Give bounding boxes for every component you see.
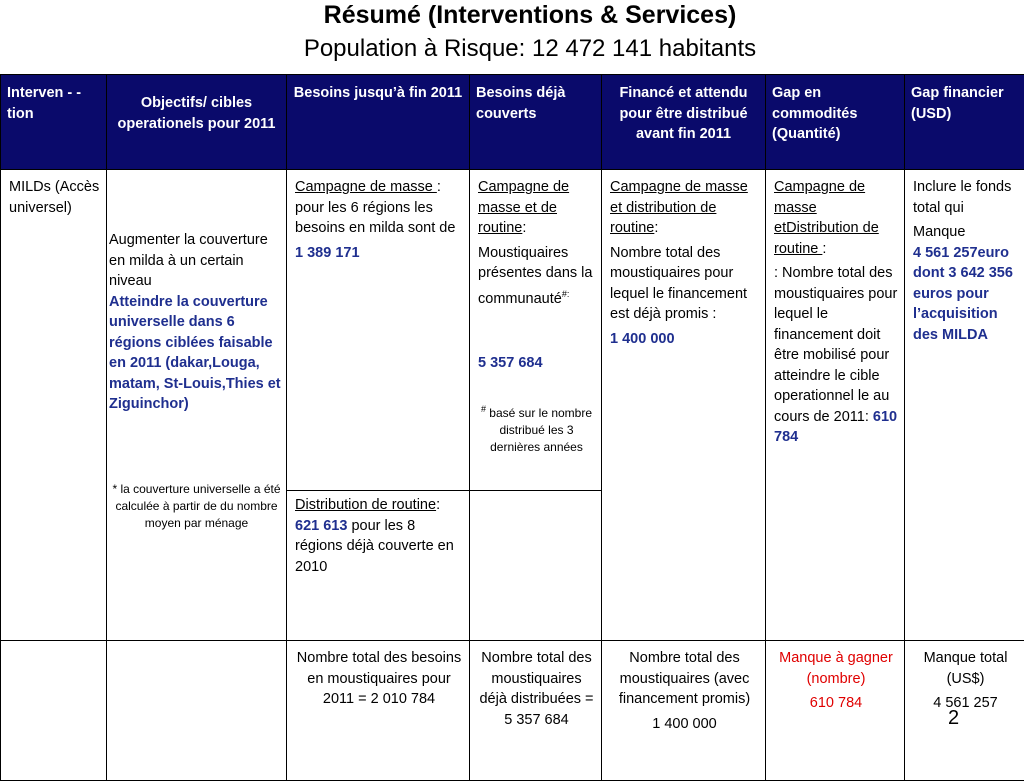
header-finance: Financé et attendu pour être distribué avant fin 2011 bbox=[602, 75, 766, 170]
summary-table bbox=[0, 74, 1024, 781]
cell-total-gap-quantite: Manque à gagner (nombre) 610 784 bbox=[766, 641, 905, 781]
header-row bbox=[1, 75, 1024, 170]
cell-distribution-routine: Distribution de routine: 621 613 pour les 8 régions déjà couverte en 2010 bbox=[287, 491, 470, 641]
header-intervention: Interven - - tion bbox=[1, 75, 107, 170]
page-number: 2 bbox=[948, 707, 959, 730]
cell-besoins: Campagne de masse : pour les 6 régions les besoins en milda sont de 1 389 171 bbox=[287, 170, 470, 491]
cell-empty bbox=[107, 641, 287, 781]
header-couverts: Besoins déjà couverts bbox=[470, 75, 602, 170]
cell-intervention: MILDs (Accès universel) bbox=[1, 170, 107, 641]
cell-gap-quantite: Campagne de masse etDistribution de routine : : Nombre total des moustiquaires pour lequel le financement doit être mobilisé pour atteindre le cible operationnel le au cours de 2011: 610 784 bbox=[766, 170, 905, 641]
couverts-note: # basé sur le nombre distribué les 3 dernières années bbox=[478, 401, 595, 456]
page-title: Résumé (Interventions & Services) bbox=[0, 1, 1024, 30]
cell-gap-financier: Inclure le fonds total qui Manque 4 561 257euro dont 3 642 356 euros pour l’acquisition des MILDA bbox=[905, 170, 1024, 641]
cell-total-finance: Nombre total des moustiquaires (avec financement promis) 1 400 000 bbox=[602, 641, 766, 781]
cell-total-besoins: Nombre total des besoins en moustiquaires pour 2011 = 2 010 784 bbox=[287, 641, 470, 781]
cell-objectifs: Augmenter la couverture en milda à un certain niveau Atteindre la couverture universelle dans 6 régions ciblées faisable en 2011 (dakar,Louga, matam, St-Louis,Thies et Ziguinchor) * la couverture universelle a été calculée à partir de du nombre moyen par ménage bbox=[107, 170, 287, 641]
table-row bbox=[1, 170, 1024, 491]
header-objectifs: Objectifs/ cibles operationels pour 2011 bbox=[107, 75, 287, 170]
table-row bbox=[1, 641, 1024, 781]
cell-empty bbox=[470, 491, 602, 641]
page-subtitle: Population à Risque: 12 472 141 habitants bbox=[0, 35, 1024, 63]
cell-empty bbox=[1, 641, 107, 781]
header-besoins: Besoins jusqu’à fin 2011 bbox=[287, 75, 470, 170]
header-gap-financier: Gap financier (USD) bbox=[905, 75, 1024, 170]
objectif-note: * la couverture universelle a été calculée à partir de du nombre moyen par ménage bbox=[109, 481, 284, 532]
cell-total-gap-financier: Manque total (US$) 4 561 257 bbox=[905, 641, 1024, 781]
cell-total-couverts: Nombre total des moustiquaires déjà distribuées = 5 357 684 bbox=[470, 641, 602, 781]
cell-couverts: Campagne de masse et de routine: Moustiquaires présentes dans la communauté#: 5 357 684 # basé sur le nombre distribué les 3 dernières années bbox=[470, 170, 602, 491]
cell-finance: Campagne de masse et distribution de routine: Nombre total des moustiquaires pour lequel le financement est déjà promis : 1 400 000 bbox=[602, 170, 766, 641]
header-gap-quantite: Gap en commodités (Quantité) bbox=[766, 75, 905, 170]
